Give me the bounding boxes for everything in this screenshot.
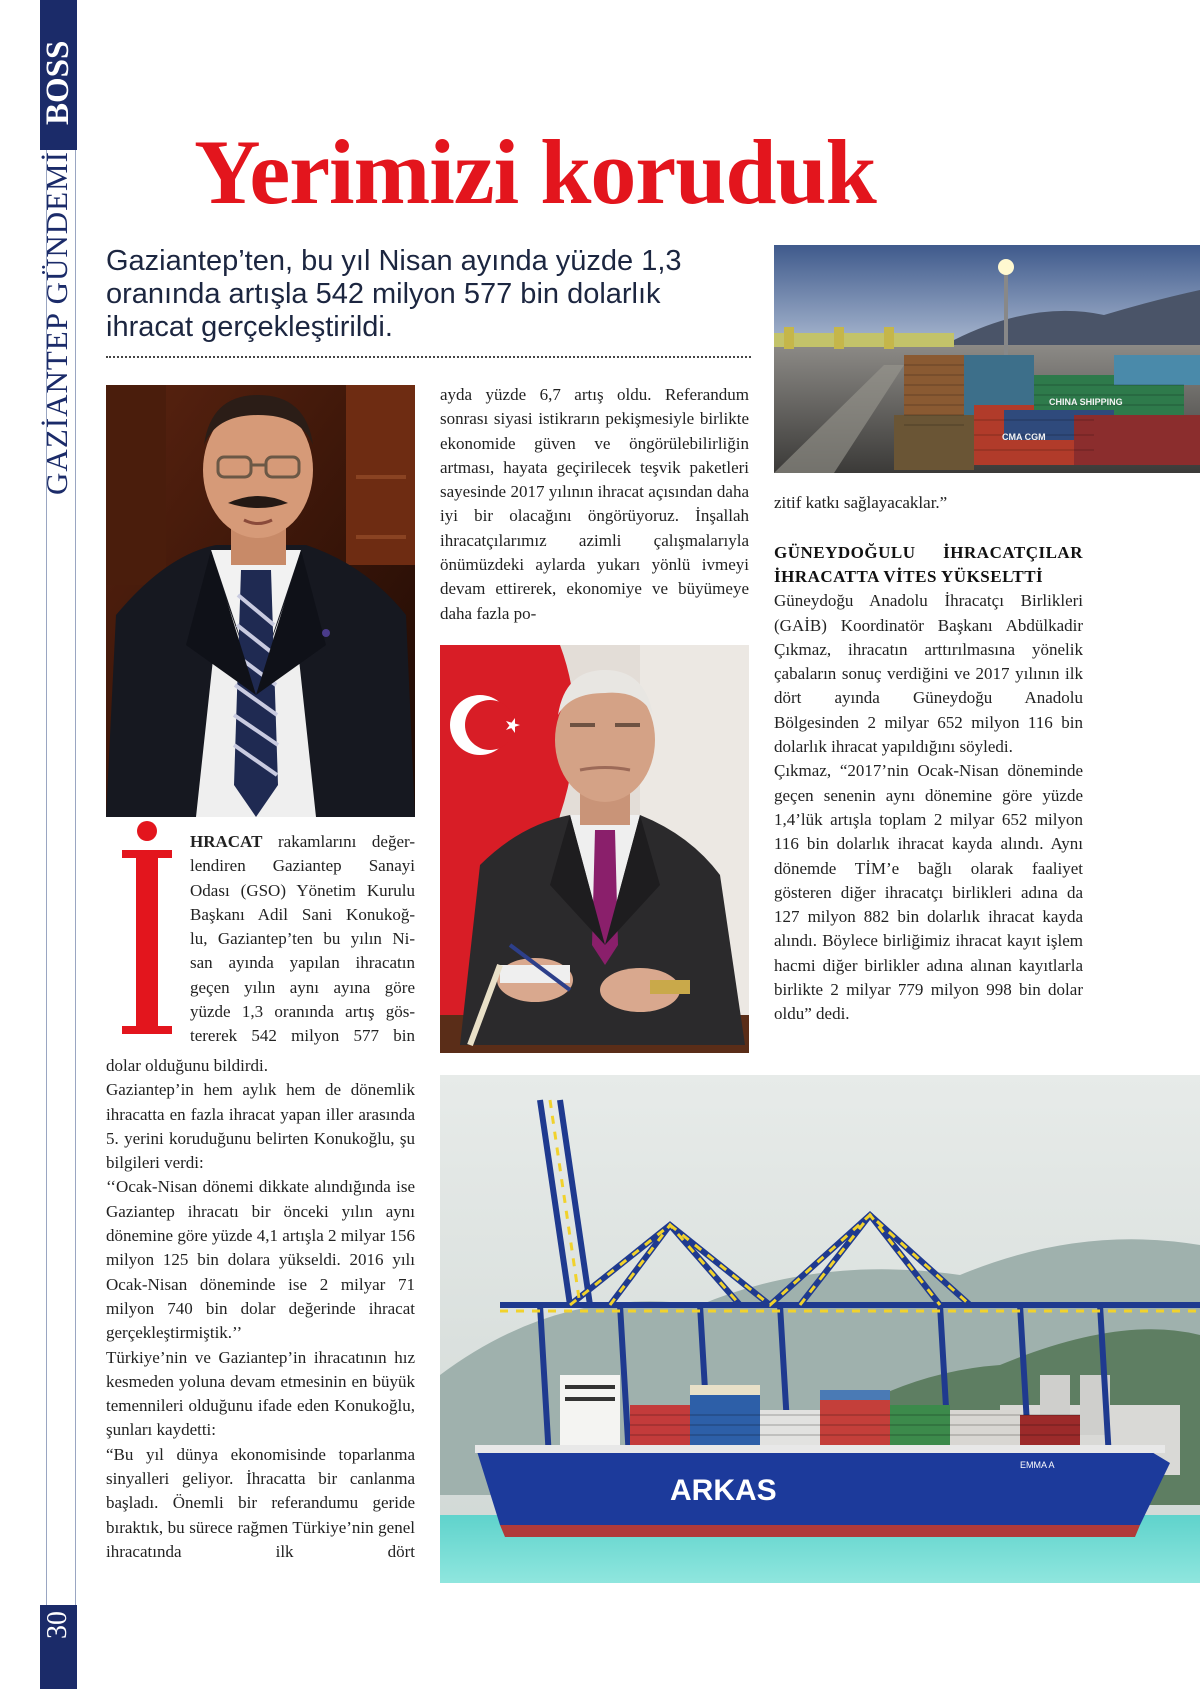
- intro-line: lu, Gaziantep’ten bu yılın Ni-: [190, 929, 415, 949]
- column-3-paragraph-1: Güneydoğu Anadolu İhracatçı Birlikleri (GAİB) Koordinatör Başkanı Abdülkadir Çıkmaz, ihracatın arttırılmasına yönelik çabaların sonuç verdiğini ve 2017 yılının ilk dört ayında Güneydoğu Anadolu Bölgesinden 2 milyar 652 milyon 116 bin dolarlık ihracat yapıldığını söyledi.: [774, 591, 1083, 757]
- subheading-line-1: GÜNEYDOĞULU İHRACATÇILAR: [774, 543, 1083, 563]
- ship-photo: [440, 1075, 1200, 1583]
- container-label-china-shipping: CHINA SHIPPING: [1049, 397, 1123, 407]
- column-1-paragraph: “Bu yıl dünya ekonomisinde toparlanma sinyalleri geliyor. İhracatta bir canlanma başladı. Önemli bir referandumu geride bıraktık, bu sürece rağmen Türkiye’nin genel ihracatında ilk dört: [106, 1444, 415, 1561]
- section-label: GAZİANTEP GÜNDEMİ: [39, 151, 74, 495]
- lead-word: HRACAT: [190, 832, 263, 851]
- column-1-paragraph: Türkiye’nin ve Gaziantep’in ihracatının hız kesmeden yoluna devam etmesinin en büyük temennileri olduğunu ifade eden Konukoğlu, şunları kaydetti:: [106, 1347, 415, 1440]
- ship-hull-brand: ARKAS: [670, 1474, 777, 1507]
- column-3-body: [774, 491, 1083, 1027]
- intro-line: san ayında yapılan ihracatın: [190, 953, 415, 973]
- column-3-paragraph-2: Çıkmaz, “2017’nin Ocak-Nisan döneminde geçen senenin aynı dönemine göre yüzde 1,4’lük artışla toplam 2 milyar 652 milyon 116 bin dolarlık ihracat kayda alındı. Aynı dönemde TİM’e bağlı olarak faaliyet gösteren diğer ihracatçı birlikleri adına da 127 milyon 882 bin dolarlık ihracat kayda alındı. Böylece birliğimiz ihracat kayıt işlem hacmi diğer birlikler adına alınan kayıtlarla birlikte 2 milyar 779 milyon 998 bin dolar oldu” dedi.: [774, 761, 1083, 1024]
- column-1-paragraph: ‘‘Ocak-Nisan dönemi dikkate alındığında ise Gaziantep ihracatı bir önceki yılın aynı dönemine göre yüzde 4,1 artışla 2 milyar 156 milyon 125 bin dolara yükseldi. 2016 yılı Ocak-Nisan döneminde ise 2 milyar 71 milyon 740 bin dolar değerinde ihracat gerçekleştirmiştik.’’: [106, 1177, 415, 1343]
- portrait-photo-cikmaz: [440, 645, 749, 1053]
- portrait-photo-konukoglu: [106, 385, 415, 817]
- column-1-paragraph: dolar olduğunu bildirdi.: [106, 1056, 268, 1075]
- column-3-continuation: zitif katkı sağlayacaklar.”: [774, 493, 948, 512]
- intro-line: yüzde 1,3 oranında artış gös-: [190, 1002, 415, 1022]
- intro-line: tererek 542 milyon 577 bin: [190, 1026, 415, 1046]
- column-1-paragraph: Gaziantep’in hem aylık hem de dönemlik ihracatta en fazla ihracat yapan iller arasında 5. yerini koruduğunu belirten Konukoğlu, şu bilgileri verdi:: [106, 1080, 415, 1173]
- headline: Yerimizi koruduk: [194, 121, 876, 223]
- intro-line: lendiren Gaziantep Sanayi: [190, 856, 415, 876]
- dropcap-letter: [122, 818, 172, 1036]
- brand-logo: BOSS: [40, 40, 76, 125]
- lede: Gaziantep’ten, bu yıl Nisan ayında yüzde 1,3 oranında artışla 542 milyon 577 bin dolarlık ihracat gerçekleştirildi.: [106, 245, 682, 343]
- column-1-body: [106, 1054, 415, 1564]
- lead-text: rakamlarını değer-: [262, 832, 415, 851]
- column-2-body: [440, 383, 749, 626]
- container-label-cma-cgm: CMA CGM: [1002, 432, 1046, 442]
- page-number: 30: [42, 1611, 73, 1639]
- ship-bow-name: EMMA A: [1020, 1460, 1055, 1470]
- column-2-text: ayda yüzde 6,7 artış oldu. Referandum sonrası siyasi istikrarın pekişmesiyle birlikte ekonomide güven ve öngörülebilirliğin artması, hayata geçirilecek teşvik paketleri sayesinde 2017 yılının ihracat açısından daha iyi bir olacağını öngörüyoruz. İnşallah ihracatçılarımız azimli çalışmalarıyla önümüzdeki aylarda yukarı yönlü ivmeyi devam ettirerek, ekonomiye ve büyümeye daha fazla po-: [440, 385, 749, 623]
- dotted-divider: [106, 356, 751, 358]
- subheading-line-2: İHRACATTA VİTES YÜKSELTTİ: [774, 567, 1044, 587]
- column-1-intro: [190, 830, 415, 1049]
- intro-line: Başkanı Adil Sani Konukoğ-: [190, 904, 415, 924]
- intro-line: Odası (GSO) Yönetim Kurulu: [190, 880, 415, 900]
- port-photo: [774, 245, 1200, 473]
- intro-line: geçen yılın aynı ayına göre: [190, 977, 415, 997]
